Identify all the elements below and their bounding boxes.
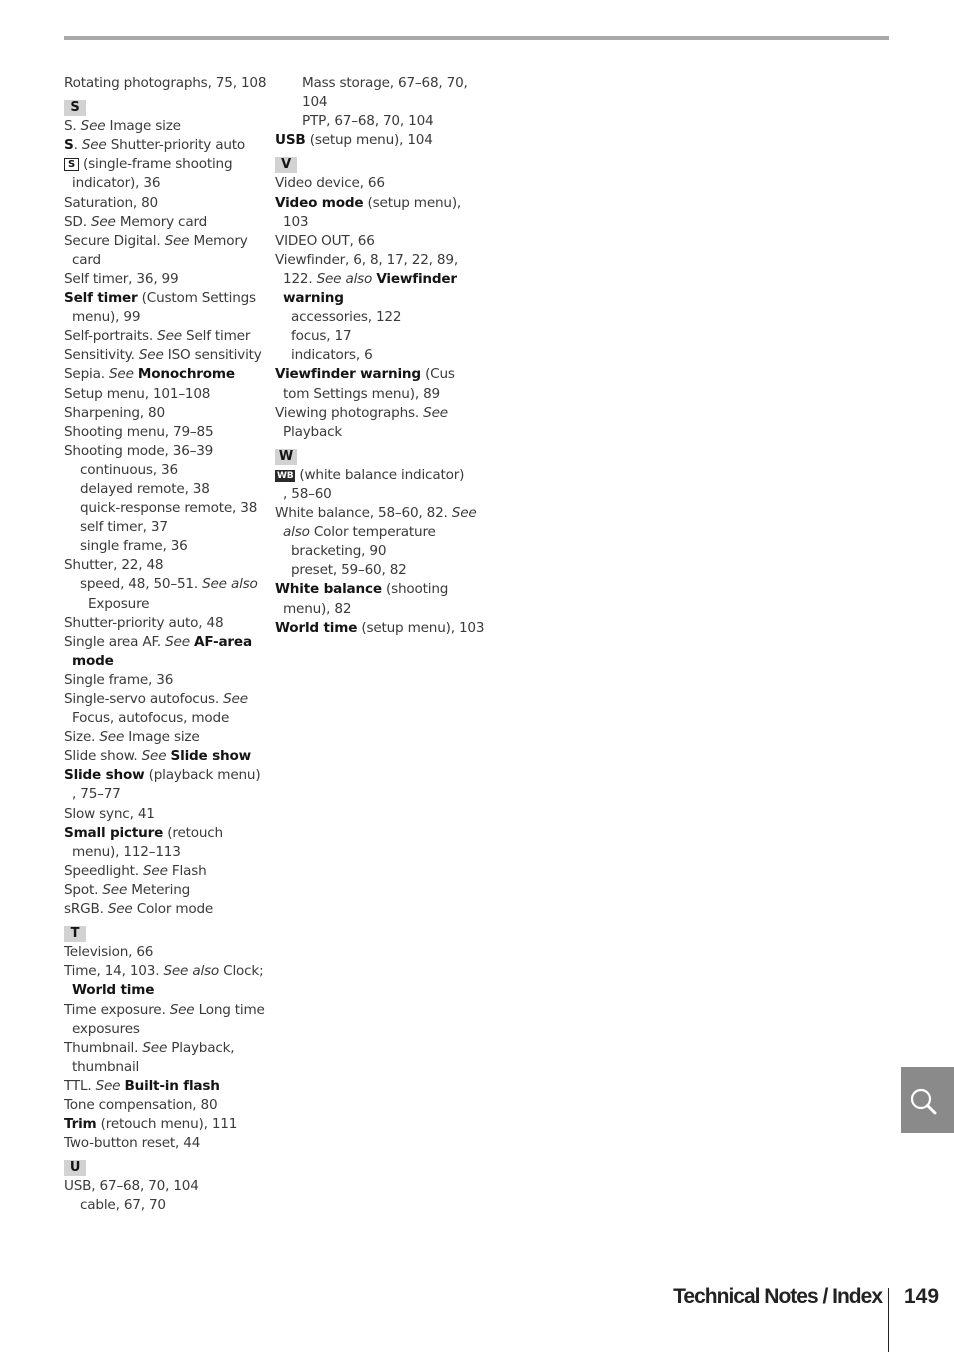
index-text: (setup menu), bbox=[363, 194, 462, 211]
index-term: Viewfinder warning bbox=[275, 366, 421, 383]
index-entry bbox=[64, 404, 269, 423]
index-subentry bbox=[64, 575, 269, 613]
index-text: , 58–60 bbox=[283, 485, 332, 502]
see-reference: See bbox=[81, 137, 107, 154]
index-text: Memory bbox=[189, 232, 248, 249]
index-subentry bbox=[275, 327, 475, 346]
index-text: S. bbox=[64, 118, 81, 135]
index-text: Clock; bbox=[219, 963, 264, 980]
footer-divider bbox=[888, 1288, 889, 1352]
index-text: sRGB. bbox=[64, 901, 108, 918]
see-reference: See also bbox=[316, 270, 373, 287]
index-text: Playback bbox=[283, 423, 343, 440]
index-text: Tone compensation, 80 bbox=[64, 1096, 218, 1113]
index-entry bbox=[64, 671, 269, 690]
index-letter-heading: S bbox=[64, 100, 86, 116]
index-text: Size. bbox=[64, 729, 100, 746]
index-entry bbox=[275, 131, 475, 150]
index-entry bbox=[275, 174, 475, 193]
see-reference: See bbox=[107, 901, 133, 918]
index-text: Secure Digital. bbox=[64, 232, 165, 249]
index-text: Long time bbox=[194, 1001, 265, 1018]
index-text: tom Settings menu), 89 bbox=[283, 385, 440, 402]
see-reference: See bbox=[102, 881, 128, 898]
see-reference: See bbox=[423, 404, 448, 421]
single-frame-icon: S bbox=[64, 158, 79, 171]
index-text: Video device, 66 bbox=[275, 175, 385, 192]
index-entry bbox=[64, 1077, 269, 1096]
index-term: AF-area bbox=[194, 633, 252, 650]
index-term: Slide show bbox=[170, 748, 251, 765]
index-text: Spot. bbox=[64, 881, 103, 898]
index-entry bbox=[64, 74, 269, 93]
index-text: ISO sensitivity bbox=[163, 347, 262, 364]
index-text: Viewfinder, 6, 8, 17, 22, 89, bbox=[275, 251, 458, 268]
index-text: Rotating photographs, 75, 108 bbox=[64, 75, 267, 91]
index-text: menu), 112–113 bbox=[72, 843, 181, 860]
index-text: (setup menu), 104 bbox=[305, 132, 433, 149]
index-term: Monochrome bbox=[137, 366, 235, 383]
index-text: Metering bbox=[127, 881, 191, 898]
see-reference: See also bbox=[163, 963, 220, 980]
index-entry bbox=[64, 232, 269, 270]
index-text: Viewing photographs. bbox=[275, 404, 424, 421]
see-reference: See bbox=[157, 328, 182, 345]
index-text: Two-button reset, 44 bbox=[64, 1135, 201, 1152]
index-text: indicator), 36 bbox=[72, 175, 161, 192]
index-term: World time bbox=[275, 619, 358, 636]
index-entry bbox=[64, 155, 269, 193]
index-entry bbox=[64, 614, 269, 633]
index-text: focus, 17 bbox=[291, 328, 352, 345]
index-term: White balance bbox=[275, 581, 382, 598]
index-text: Playback, bbox=[167, 1039, 235, 1056]
index-term: Built-in flash bbox=[124, 1077, 220, 1094]
index-letter-heading: V bbox=[275, 157, 297, 173]
index-subentry bbox=[64, 461, 269, 480]
index-entry bbox=[64, 194, 269, 213]
index-column-1 bbox=[64, 74, 269, 1216]
index-text: Time, 14, 103. bbox=[64, 963, 164, 980]
index-entry bbox=[64, 766, 269, 804]
index-entry bbox=[64, 900, 269, 919]
index-subentry bbox=[64, 518, 269, 537]
index-term: Small picture bbox=[64, 824, 164, 841]
top-rule bbox=[64, 36, 889, 40]
index-entry bbox=[64, 213, 269, 232]
index-term: Video mode bbox=[275, 194, 364, 211]
index-subentry bbox=[275, 112, 475, 131]
index-entry bbox=[64, 728, 269, 747]
index-entry bbox=[64, 862, 269, 881]
index-entry bbox=[64, 824, 269, 862]
index-entry bbox=[64, 1115, 269, 1134]
see-reference: See bbox=[164, 232, 190, 249]
see-reference: See bbox=[142, 862, 168, 879]
index-text: single frame, 36 bbox=[80, 538, 188, 555]
index-subentry bbox=[64, 537, 269, 556]
index-entry bbox=[64, 1177, 269, 1196]
index-entry bbox=[64, 346, 269, 365]
index-column-2 bbox=[275, 74, 485, 638]
index-subentry bbox=[64, 480, 269, 499]
index-text: Thumbnail. bbox=[64, 1039, 143, 1056]
index-text: 122. bbox=[283, 270, 317, 287]
index-entry bbox=[275, 251, 475, 308]
index-term: Slide show bbox=[64, 767, 145, 784]
index-entry bbox=[275, 466, 475, 504]
index-term: S bbox=[64, 137, 74, 154]
index-text: Image size bbox=[124, 729, 200, 746]
index-text: Color temperature bbox=[309, 524, 436, 541]
index-text: indicators, 6 bbox=[291, 347, 373, 364]
index-entry bbox=[64, 385, 269, 404]
index-text: bracketing, 90 bbox=[291, 543, 387, 560]
index-entry bbox=[64, 442, 269, 461]
index-text: self timer, 37 bbox=[80, 519, 168, 536]
index-entry bbox=[64, 805, 269, 824]
see-reference: also bbox=[283, 524, 310, 541]
index-letter-heading: T bbox=[64, 926, 86, 942]
index-subentry bbox=[275, 308, 475, 327]
index-term: Trim bbox=[64, 1116, 97, 1133]
index-text: (retouch menu), 111 bbox=[96, 1116, 238, 1133]
index-text: (setup menu), 103 bbox=[357, 619, 485, 636]
index-text: Flash bbox=[167, 862, 207, 879]
index-entry bbox=[275, 194, 475, 232]
index-text: USB, 67–68, 70, 104 bbox=[64, 1178, 199, 1195]
index-text: cable, 67, 70 bbox=[80, 1197, 166, 1214]
see-reference: See also bbox=[202, 576, 258, 593]
index-text: exposures bbox=[72, 1020, 140, 1037]
index-text: Focus, autofocus, mode bbox=[72, 710, 230, 727]
index-text: (playback menu) bbox=[144, 767, 261, 784]
index-text: Shooting mode, 36–39 bbox=[64, 442, 214, 459]
index-subentry bbox=[275, 74, 475, 112]
index-text: VIDEO OUT, 66 bbox=[275, 232, 375, 249]
index-text: Shutter, 22, 48 bbox=[64, 557, 164, 574]
index-text: Television, 66 bbox=[64, 944, 154, 961]
index-text: Slide show. bbox=[64, 748, 142, 765]
index-text: Exposure bbox=[88, 595, 150, 612]
index-text: TTL. bbox=[64, 1077, 96, 1094]
see-reference: See bbox=[451, 505, 477, 522]
see-reference: See bbox=[169, 1001, 195, 1018]
index-text: (white balance indicator) bbox=[299, 466, 465, 483]
index-text: Slow sync, 41 bbox=[64, 805, 155, 822]
index-entry bbox=[275, 504, 475, 542]
index-subentry bbox=[275, 542, 475, 561]
index-text: 104 bbox=[302, 94, 328, 111]
index-text: SD. bbox=[64, 213, 91, 230]
see-reference: See bbox=[90, 213, 116, 230]
index-entry bbox=[64, 1134, 269, 1153]
see-reference: See bbox=[223, 691, 248, 707]
index-entry bbox=[64, 556, 269, 575]
index-entry bbox=[64, 365, 269, 384]
index-text: Memory card bbox=[115, 213, 208, 230]
index-text: Single area AF. bbox=[64, 633, 166, 650]
index-entry bbox=[64, 747, 269, 766]
index-subentry bbox=[64, 1196, 269, 1215]
index-text: accessories, 122 bbox=[291, 309, 402, 326]
index-text: (retouch bbox=[163, 824, 223, 841]
see-reference: See bbox=[142, 1039, 168, 1056]
index-entry bbox=[275, 232, 475, 251]
index-term: Viewfinder bbox=[376, 270, 457, 287]
index-text: (shooting bbox=[381, 581, 449, 598]
index-text: Shutter-priority auto, 48 bbox=[64, 614, 224, 631]
index-entry bbox=[275, 365, 475, 403]
index-text: Shooting menu, 79–85 bbox=[64, 423, 214, 440]
index-text: White balance, 58–60, 82. bbox=[275, 505, 452, 522]
see-reference: See bbox=[99, 729, 125, 746]
index-entry bbox=[64, 943, 269, 962]
index-entry bbox=[64, 117, 269, 136]
see-reference: See bbox=[141, 748, 167, 765]
see-reference: See bbox=[165, 633, 190, 650]
index-side-tab[interactable] bbox=[901, 1067, 954, 1133]
index-text: Speedlight. bbox=[64, 862, 143, 879]
index-text: preset, 59–60, 82 bbox=[291, 562, 407, 579]
index-text: quick-response remote, 38 bbox=[80, 500, 258, 517]
index-text: continuous, 36 bbox=[80, 461, 178, 478]
index-text: Self timer, 36, 99 bbox=[64, 270, 179, 287]
index-text: Saturation, 80 bbox=[64, 194, 159, 211]
index-text: Sepia. bbox=[64, 366, 109, 383]
index-entry bbox=[64, 423, 269, 442]
index-term: World time bbox=[72, 982, 155, 999]
index-entry bbox=[275, 404, 475, 442]
index-entry bbox=[64, 1096, 269, 1115]
index-subentry bbox=[275, 561, 475, 580]
index-term: USB bbox=[275, 132, 306, 149]
index-entry bbox=[64, 136, 269, 155]
index-text: Setup menu, 101–108 bbox=[64, 385, 211, 402]
index-text: . bbox=[73, 137, 82, 154]
index-entry bbox=[64, 962, 269, 1000]
index-entry bbox=[64, 881, 269, 900]
index-entry bbox=[275, 619, 485, 638]
see-reference: See bbox=[138, 347, 164, 364]
see-reference: See bbox=[80, 118, 106, 135]
white-balance-icon: WB bbox=[277, 470, 294, 481]
index-entry bbox=[64, 270, 269, 289]
index-letter-heading: U bbox=[64, 1160, 86, 1176]
page-number: 149 bbox=[904, 1285, 940, 1308]
index-text: Single-servo autofocus. bbox=[64, 691, 224, 707]
index-text: (single-frame shooting bbox=[83, 156, 233, 173]
index-text: Shutter-priority auto bbox=[106, 137, 246, 154]
index-text: Image size bbox=[105, 118, 181, 135]
index-text: Single frame, 36 bbox=[64, 671, 174, 688]
see-reference: See bbox=[108, 366, 134, 383]
index-text: PTP, 67–68, 70, 104 bbox=[302, 113, 434, 130]
index-term: warning bbox=[283, 290, 344, 307]
index-text: 103 bbox=[283, 213, 309, 230]
index-text: Self-portraits. bbox=[64, 328, 158, 345]
index-text: (Custom Settings bbox=[137, 290, 256, 307]
index-text: Self timer bbox=[181, 328, 251, 345]
index-text: Sharpening, 80 bbox=[64, 404, 165, 421]
index-subentry bbox=[64, 499, 269, 518]
index-text: speed, 48, 50–51. bbox=[80, 576, 203, 593]
index-text: Mass storage, 67–68, 70, bbox=[302, 75, 468, 91]
index-text: card bbox=[72, 251, 101, 268]
index-text: , 75–77 bbox=[72, 786, 121, 803]
index-term: mode bbox=[72, 652, 114, 669]
index-text: delayed remote, 38 bbox=[80, 480, 210, 497]
index-entry bbox=[275, 580, 475, 618]
index-letter-heading: W bbox=[275, 449, 297, 465]
index-entry bbox=[64, 690, 269, 728]
index-text: menu), 82 bbox=[283, 600, 352, 617]
magnifier-icon bbox=[907, 1087, 941, 1115]
index-text: Time exposure. bbox=[64, 1001, 170, 1018]
index-entry bbox=[64, 289, 269, 327]
index-text: Sensitivity. bbox=[64, 347, 139, 364]
index-term: Self timer bbox=[64, 290, 138, 307]
index-entry bbox=[64, 327, 269, 346]
index-subentry bbox=[275, 346, 475, 365]
see-reference: See bbox=[95, 1077, 121, 1094]
index-entry bbox=[64, 1001, 269, 1039]
index-text: thumbnail bbox=[72, 1058, 140, 1075]
index-text: menu), 99 bbox=[72, 309, 141, 326]
index-text: Color mode bbox=[132, 901, 214, 918]
index-entry bbox=[64, 1039, 269, 1077]
index-entry bbox=[64, 633, 269, 671]
section-title: Technical Notes / Index bbox=[673, 1285, 882, 1308]
index-text: (Cus bbox=[420, 366, 455, 383]
